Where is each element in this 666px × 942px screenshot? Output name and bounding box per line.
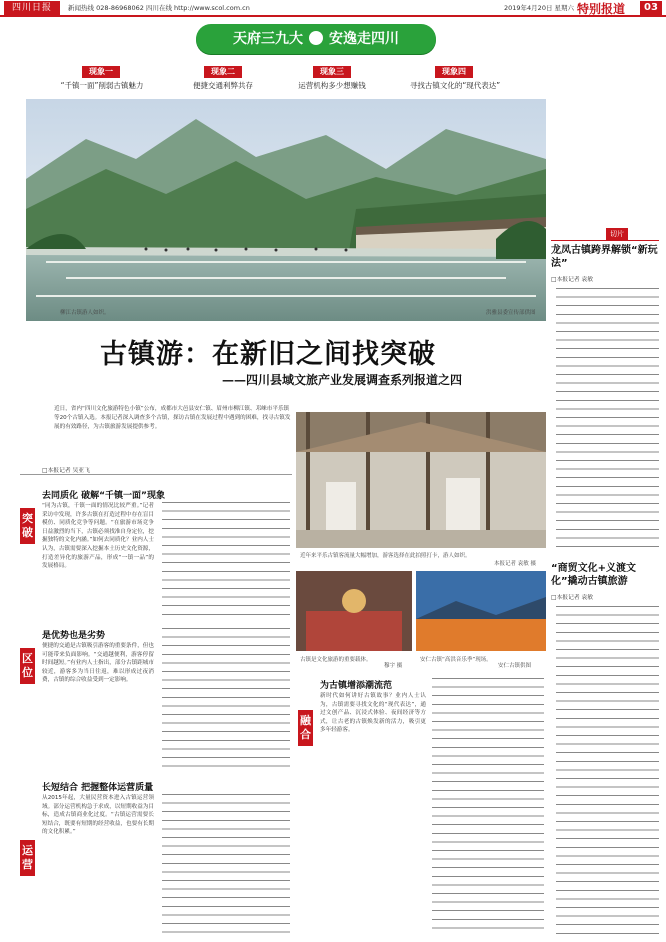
- photo-performance: [296, 571, 412, 651]
- story1-body: [556, 288, 659, 550]
- section-3-body: 从2015年起，大量民营资本进入古镇运营领域。部分运营机构急于求成，以短期收益为目标，造成古镇商业化过度。“古镇运营需要长短结合，既要有短期的经营收益，也要有长期的文化积累。”: [42, 795, 154, 836]
- phenomenon-3-tag: 现象三: [313, 66, 351, 78]
- section-2-body-continued: [162, 628, 290, 770]
- banner-title-b: 安逸走四川: [329, 31, 399, 47]
- article-headline: 古镇游：在新旧之间找突破: [100, 339, 436, 370]
- story1-title: 龙凤古镇跨界解锁“新玩法”: [551, 245, 658, 269]
- article-subheadline: ——四川县域文旅产业发展调查系列报道之四: [222, 373, 463, 387]
- banner-title-a: 天府三九大: [233, 31, 303, 47]
- slice-rule: [551, 240, 659, 241]
- story2-body: [556, 606, 659, 936]
- section-tag-location: 区位: [20, 648, 35, 684]
- section-4-heading: 为古镇增添潮流范: [320, 681, 393, 691]
- section-tag-operation: 运营: [20, 840, 35, 876]
- campaign-banner: [196, 24, 436, 54]
- phenomenon-4-tag: 现象四: [435, 66, 473, 78]
- main-photo-credit: 洪雅县委宣传部供图: [486, 310, 536, 316]
- section-2-heading: 是优势也是劣势: [42, 631, 106, 641]
- photo-ancient-hall: [296, 412, 546, 548]
- section-1-heading: 去同质化 破解“千镇一面”现象: [42, 491, 165, 501]
- main-photo-river-town: [26, 99, 546, 321]
- photo-music-festival: [416, 571, 546, 651]
- story2-byline: □本报记者 袁敏: [551, 595, 594, 601]
- section-name: 特别报道: [577, 2, 626, 16]
- slice-label: 切片: [606, 228, 628, 240]
- section-4-body: 新时代如何讲好古镇故事？业内人士认为，古镇需要寻找文化的“现代表达”，通过文创产品、沉浸式体验、夜间经济等方式，让古老的古镇焕发新的活力，吸引更多年轻游客。: [320, 693, 426, 734]
- section-1-body-continued: [162, 502, 290, 620]
- section-tag-breakthrough: 突破: [20, 508, 35, 544]
- article-intro: 近日，省内“四川文化旅游特色小镇”公布，成都市大邑县安仁镇、眉州市柳江镇、邛崃市平乐镇等20个古镇入选。本报记者深入调查多个古镇，探访古镇在发展过程中遇到的困难，找寻古镇发展的有效路径，为古镇旅游发展提供参考。: [54, 406, 291, 430]
- phenomenon-1-tag: 现象一: [82, 66, 120, 78]
- photo-performance-caption: 古镇是文化旅游的重要载体。: [300, 657, 372, 663]
- photo-festival-caption: 安仁古镇“高洪音乐季”现场。: [420, 657, 492, 663]
- story1-byline: □本报记者 袁敏: [551, 277, 594, 283]
- newspaper-logo: 四川日报: [4, 1, 60, 15]
- photo-hall-caption: 近年来平乐古镇客流量大幅增加，游客选择在此拍照打卡，游人如织。: [300, 553, 471, 559]
- section-1-body: “同为古镇，千镇一面的情况比较严重。”记者采访中发现，许多古镇在打造过程中存在盲目模仿、同质化竞争等问题。“在旅游市场竞争日益激烈的当下，古镇必须找准自身定位，挖掘独特的文化内涵。”如何去同质化？业内人士认为，古镇需要深入挖掘本土历史文化资源，打造差异化的旅游产品，形成“一镇一品”的发展格局。: [42, 503, 154, 570]
- photo-hall-credit: 本报记者 袁敏 摄: [494, 561, 536, 567]
- section-tag-fusion: 融合: [298, 710, 313, 746]
- section-3-body-continued: [162, 794, 290, 934]
- photo-performance-credit: 穆宇 摄: [384, 663, 403, 669]
- phenomenon-2-title: 便捷交通利弊共存: [193, 81, 253, 90]
- phenomenon-1-title: “千镇一面”削弱古镇魅力: [60, 81, 144, 90]
- hotline-text: 新闻热线 028-86968062 四川在线 http://www.scol.com.cn: [68, 4, 250, 12]
- article-byline: □本报记者 吴亚飞: [42, 468, 90, 474]
- banner-emblem-icon: [309, 31, 323, 45]
- main-photo-caption: 柳江古镇游人如织。: [60, 310, 110, 316]
- section-4-body-continued: [432, 678, 544, 934]
- phenomenon-3-title: 运营机构多少想赚钱: [298, 81, 366, 90]
- intro-rule: [20, 474, 292, 475]
- phenomenon-4-title: 寻找古镇文化的“现代表达”: [409, 81, 501, 90]
- photo-festival-credit: 安仁古镇供图: [498, 663, 532, 669]
- section-2-body: 便捷的交通是古镇吸引游客的重要条件，但也可能带来负面影响。“交通越便利，游客停留时间越短。”有业内人士指出，部分古镇距城市较近，游客多为当日往返，难以形成过夜消费，古镇的综合收益受到一定影响。: [42, 643, 154, 684]
- issue-date: 2019年4月20日 星期六: [504, 4, 575, 12]
- page-number: 03: [640, 1, 662, 15]
- section-3-heading: 长短结合 把握整体运营质量: [42, 783, 154, 793]
- phenomenon-2-tag: 现象二: [204, 66, 242, 78]
- story2-title: “商贸文化+义渡文化”撬动古镇旅游: [551, 563, 636, 587]
